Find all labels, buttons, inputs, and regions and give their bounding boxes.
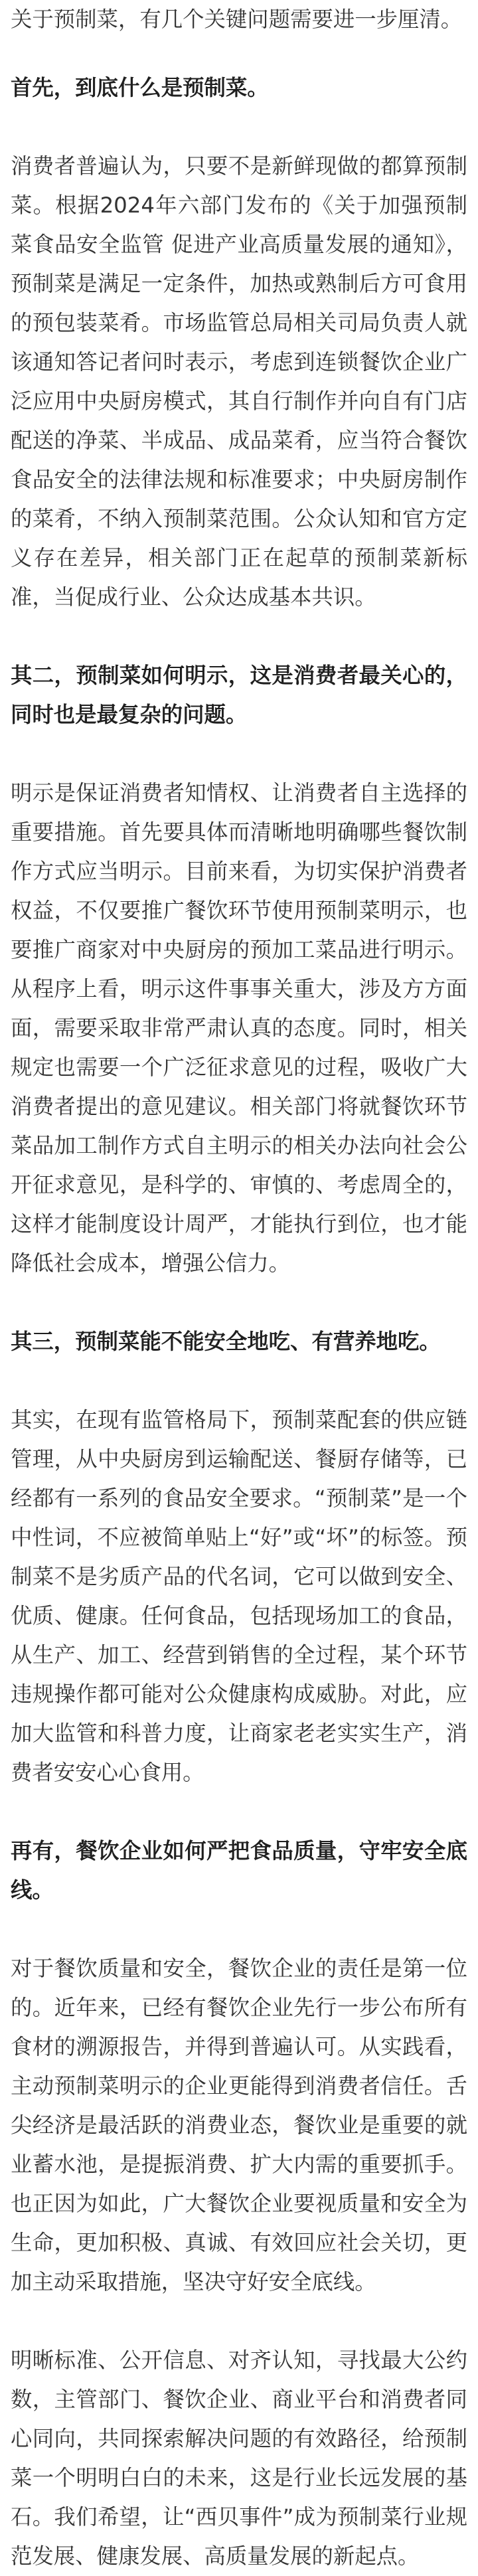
spacer <box>11 108 467 147</box>
section-heading-2: 其二，预制菜如何明示，这是消费者最关心的，同时也是最复杂的问题。 <box>11 663 467 727</box>
intro-paragraph: 关于预制菜，有几个关键问题需要进一步厘清。 <box>11 7 463 32</box>
spacer <box>11 1283 467 1322</box>
section-heading-4: 再有，餐饮企业如何严把食品质量，守牢安全底线。 <box>11 1838 467 1903</box>
spacer <box>11 617 467 656</box>
spacer <box>11 2302 467 2341</box>
article-body <box>11 0 467 2576</box>
spacer <box>11 1792 467 1832</box>
section-paragraph-2: 明示是保证消费者知情权、让消费者自主选择的重要措施。首先要具体而清晰地明确哪些餐饮制作方式应当明示。目前来看，为切实保护消费者权益，不仅要推广餐饮环节使用预制菜明示，也要推广商家对中央厨房的预加工菜品进行明示。从程序上看，明示这件事事关重大，涉及方方面面，需要采取非常严肃认真的态度。同时，相关规定也需要一个广泛征求意见的过程，吸收广大消费者提出的意见建议。相关部门将就餐饮环节菜品加工制作方式自主明示的相关办法向社会公开征求意见，是科学的、审慎的、考虑周全的，这样才能制度设计周严，才能执行到位，也才能降低社会成本，增强公信力。 <box>11 780 467 1276</box>
section-paragraph-4: 对于餐饮质量和安全，餐饮企业的责任是第一位的。近年来，已经有餐饮企业先行一步公布所有食材的溯源报告，并得到普遍认可。从实践看，主动预制菜明示的企业更能得到消费者信任。舌尖经济是最活跃的消费业态，餐饮业是重要的就业蓄水池，是提振消费、扩大内需的重要抓手。也正因为如此，广大餐饮企业要视质量和安全为生命，更加积极、真诚、有效回应社会关切，更加主动采取措施，坚决守好安全底线。 <box>11 1956 467 2294</box>
spacer <box>11 734 467 774</box>
section-paragraph-3: 其实，在现有监管格局下，预制菜配套的供应链管理，从中央厨房到运输配送、餐厨存储等，已经都有一系列的食品安全要求。“预制菜”是一个中性词，不应被简单贴上“好”或“坏”的标签。预制菜不是劣质产品的代名词，它可以做到安全、优质、健康。任何食品，包括现场加工的食品，从生产、加工、经营到销售的全过程，某个环节违规操作都可能对公众健康构成威胁。对此，应加大监管和科普力度，让商家老老实实生产，消费者安安心心食用。 <box>11 1407 467 1785</box>
spacer <box>11 39 467 68</box>
spacer <box>11 1910 467 1949</box>
section-paragraph-1: 消费者普遍认为，只要不是新鲜现做的都算预制菜。根据2024年六部门发布的《关于加强预制菜食品安全监管 促进产业高质量发展的通知》，预制菜是满足一定条件，加热或熟制后方可食用的预包装菜肴。市场监管总局相关司局负责人就该通知答记者问时表示，考虑到连锁餐饮企业广泛应用中央厨房模式，其自行制作并向自有门店配送的净菜、半成品、成品菜肴，应当符合餐饮食品安全的法律法规和标准要求；中央厨房制作的菜肴，不纳入预制菜范围。公众认知和官方定义存在差异，相关部门正在起草的预制菜新标准，当促成行业、公众达成基本共识。 <box>11 153 467 610</box>
section-heading-3: 其三，预制菜能不能安全地吃、有营养地吃。 <box>11 1329 441 1354</box>
spacer <box>11 1361 467 1401</box>
closing-paragraph: 明晰标准、公开信息、对齐认知，寻找最大公约数，主管部门、餐饮企业、商业平台和消费者同心同向，共同探索解决问题的有效路径，给预制菜一个明明白白的未来，这是行业长远发展的基石。我们希望，让“西贝事件”成为预制菜行业规范发展、健康发展、高质量发展的新起点。 <box>11 2348 467 2569</box>
section-heading-1: 首先，到底什么是预制菜。 <box>11 75 269 100</box>
